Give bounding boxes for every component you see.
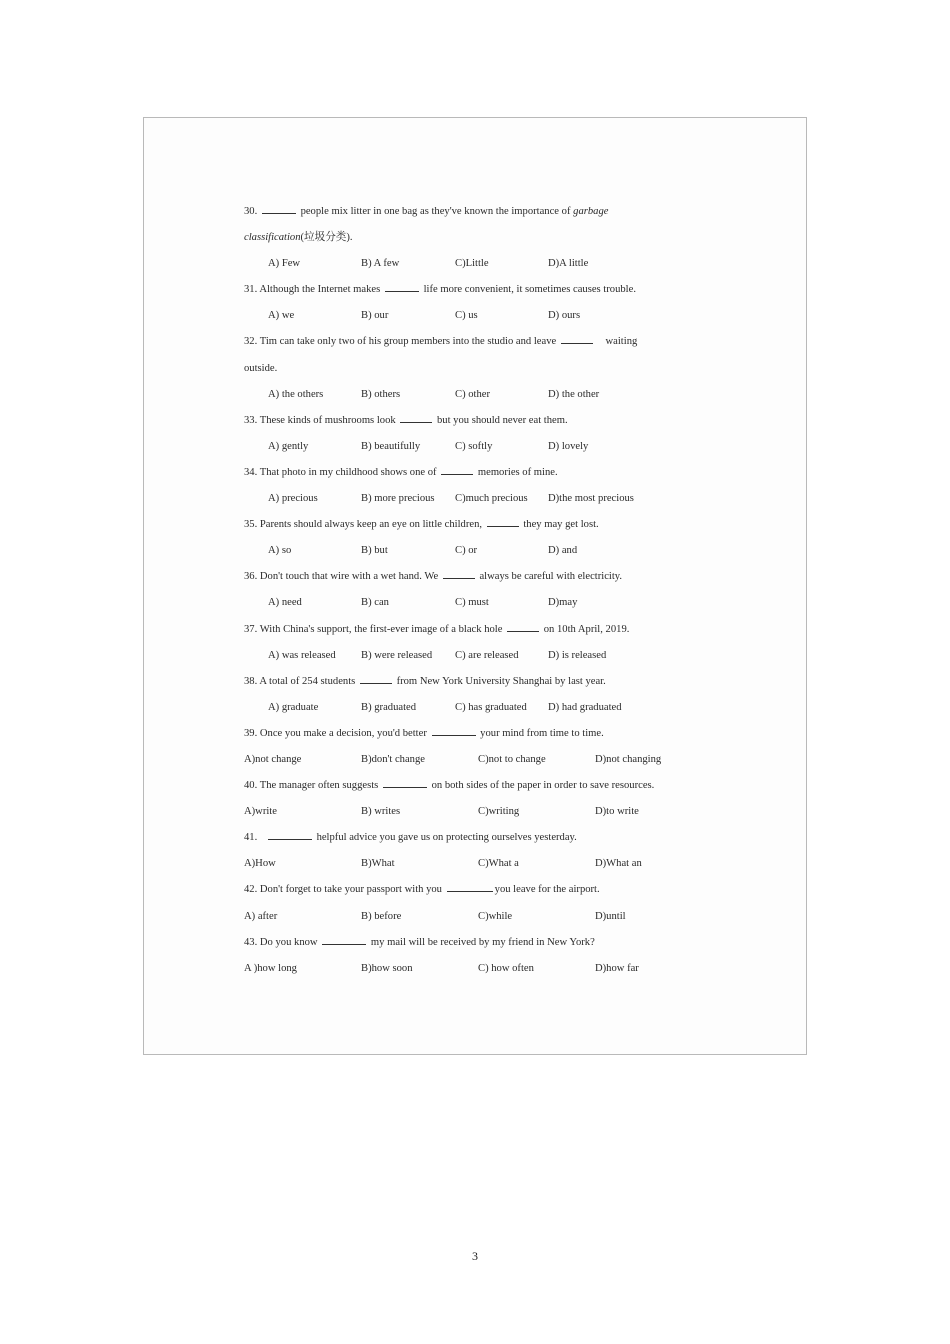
question-number: 35. bbox=[244, 519, 258, 531]
answer-blank bbox=[443, 566, 475, 579]
options-36 bbox=[244, 590, 714, 616]
answer-blank bbox=[400, 410, 432, 423]
question-text: These kinds of mushrooms look bbox=[259, 414, 396, 426]
option-b: B) our bbox=[361, 310, 389, 322]
options-38 bbox=[244, 695, 714, 721]
question-text: That photo in my childhood shows one of bbox=[259, 466, 437, 478]
options-31 bbox=[244, 303, 714, 329]
option-d: D)the most precious bbox=[548, 493, 634, 505]
options-40 bbox=[244, 799, 714, 825]
option-a: A )how long bbox=[244, 962, 297, 974]
question-36 bbox=[244, 564, 714, 590]
option-c: C) softly bbox=[455, 440, 493, 452]
question-text: always be careful with electricity. bbox=[479, 571, 623, 583]
option-d: D) is released bbox=[548, 649, 607, 661]
option-c: C) or bbox=[455, 545, 478, 557]
option-a: A) need bbox=[268, 597, 302, 609]
question-text: The manager often suggests bbox=[259, 780, 379, 792]
option-d: D)until bbox=[595, 910, 626, 922]
question-text: Don't touch that wire with a wet hand. We bbox=[259, 571, 439, 583]
option-a: A) gently bbox=[268, 440, 309, 452]
question-text: helpful advice you gave us on protecting ourselves yesterday. bbox=[316, 832, 577, 844]
option-a: A) precious bbox=[268, 493, 318, 505]
answer-blank bbox=[322, 932, 366, 945]
question-text: my mail will be received by my friend in New York? bbox=[370, 936, 595, 948]
answer-blank bbox=[360, 671, 392, 684]
question-41 bbox=[244, 825, 714, 851]
option-d: D)may bbox=[548, 597, 578, 609]
option-c: C)What a bbox=[478, 858, 519, 870]
question-text: on 10th April, 2019. bbox=[543, 623, 630, 635]
option-a: A)How bbox=[244, 858, 276, 870]
options-34 bbox=[244, 486, 714, 512]
option-c: C)writing bbox=[478, 806, 520, 818]
question-35 bbox=[244, 512, 714, 538]
question-text: Parents should always keep an eye on little children, bbox=[259, 519, 483, 531]
option-c: C) must bbox=[455, 597, 489, 609]
option-d: D)how far bbox=[595, 962, 639, 974]
question-text: your mind from time to time. bbox=[480, 727, 604, 739]
answer-blank bbox=[507, 619, 539, 632]
question-text: outside. bbox=[244, 362, 278, 374]
option-c: C) are released bbox=[455, 649, 519, 661]
option-b: B)how soon bbox=[361, 962, 413, 974]
question-38 bbox=[244, 669, 714, 695]
question-text: Tim can take only two of his group members into the studio and leave bbox=[259, 336, 557, 348]
option-b: B) writes bbox=[361, 806, 401, 818]
option-b: B)don't change bbox=[361, 753, 425, 765]
option-b: B) were released bbox=[361, 649, 433, 661]
question-text: Don't forget to take your passport with you bbox=[259, 884, 442, 896]
option-a: A) the others bbox=[268, 388, 324, 400]
question-text: A total of 254 students bbox=[259, 675, 356, 687]
option-b: B) but bbox=[361, 545, 388, 557]
answer-blank bbox=[487, 514, 519, 527]
option-b: B) can bbox=[361, 597, 389, 609]
answer-blank bbox=[268, 827, 312, 840]
answer-blank bbox=[432, 723, 476, 736]
option-b: B) before bbox=[361, 910, 402, 922]
question-number: 31. bbox=[244, 284, 258, 296]
option-d: D)to write bbox=[595, 806, 639, 818]
option-c: C) us bbox=[455, 310, 478, 322]
question-43 bbox=[244, 930, 714, 956]
option-b: B) A few bbox=[361, 258, 400, 270]
question-text: life more convenient, it sometimes causes trouble. bbox=[423, 284, 636, 296]
option-d: D) the other bbox=[548, 388, 600, 400]
options-35 bbox=[244, 538, 714, 564]
option-d: D) had graduated bbox=[548, 701, 622, 713]
options-41 bbox=[244, 851, 714, 877]
question-text: (垃圾分类). bbox=[300, 232, 353, 244]
answer-blank bbox=[441, 462, 473, 475]
options-39 bbox=[244, 747, 714, 773]
options-33 bbox=[244, 434, 714, 460]
option-c: C) other bbox=[455, 388, 491, 400]
option-b: B) beautifully bbox=[361, 440, 421, 452]
question-text: people mix litter in one bag as they've known the importance of bbox=[300, 206, 571, 217]
question-30-continuation bbox=[244, 225, 714, 251]
options-30 bbox=[244, 251, 714, 277]
question-number: 43. bbox=[244, 936, 258, 948]
question-number: 36. bbox=[244, 571, 258, 583]
question-number: 38. bbox=[244, 675, 258, 687]
question-text: waiting bbox=[605, 336, 638, 348]
question-text: they may get lost. bbox=[523, 519, 599, 531]
option-c: C) how often bbox=[478, 962, 534, 974]
question-31 bbox=[244, 277, 714, 303]
question-32 bbox=[244, 329, 714, 355]
question-text-italic: classification bbox=[244, 232, 301, 244]
question-39 bbox=[244, 721, 714, 747]
question-number: 37. bbox=[244, 623, 258, 635]
question-40 bbox=[244, 773, 714, 799]
question-number: 39. bbox=[244, 727, 258, 739]
question-text: from New York University Shanghai by last year. bbox=[396, 675, 606, 687]
question-number: 30. bbox=[244, 206, 258, 217]
question-number: 33. bbox=[244, 414, 258, 426]
option-d: D) ours bbox=[548, 310, 581, 322]
question-30 bbox=[244, 199, 714, 225]
option-c: C) has graduated bbox=[455, 701, 527, 713]
option-a: A) was released bbox=[268, 649, 336, 661]
option-a: A)write bbox=[244, 806, 277, 818]
answer-blank bbox=[383, 775, 427, 788]
options-42 bbox=[244, 904, 714, 930]
option-d: D) and bbox=[548, 545, 578, 557]
question-text-italic: garbage bbox=[573, 206, 609, 217]
question-34 bbox=[244, 460, 714, 486]
question-text: memories of mine. bbox=[477, 466, 558, 478]
options-43 bbox=[244, 956, 714, 982]
option-d: D)not changing bbox=[595, 753, 662, 765]
option-d: D)What an bbox=[595, 858, 642, 870]
option-a: A) Few bbox=[268, 258, 301, 270]
question-text: but you should never eat them. bbox=[436, 414, 568, 426]
question-number: 42. bbox=[244, 884, 258, 896]
option-b: B) more precious bbox=[361, 493, 435, 505]
page-number: 3 bbox=[472, 1249, 478, 1263]
answer-blank bbox=[262, 201, 296, 214]
question-number: 34. bbox=[244, 466, 258, 478]
option-c: C)while bbox=[478, 910, 513, 922]
option-c: C)much precious bbox=[455, 493, 528, 505]
question-number: 32. bbox=[244, 336, 258, 348]
question-33 bbox=[244, 408, 714, 434]
options-37 bbox=[244, 643, 714, 669]
option-b: B) graduated bbox=[361, 701, 417, 713]
answer-blank bbox=[447, 879, 493, 892]
option-a: A) we bbox=[268, 310, 295, 322]
question-number: 41. bbox=[244, 832, 258, 844]
option-b: B) others bbox=[361, 388, 401, 400]
question-text: Do you know bbox=[259, 936, 318, 948]
option-c: C)Little bbox=[455, 258, 489, 270]
option-b: B)What bbox=[361, 858, 395, 870]
question-text: on both sides of the paper in order to save resources. bbox=[431, 780, 655, 792]
question-42 bbox=[244, 877, 714, 903]
options-32 bbox=[244, 382, 714, 408]
question-number: 40. bbox=[244, 780, 258, 792]
option-a: A)not change bbox=[244, 753, 302, 765]
answer-blank bbox=[561, 331, 593, 344]
option-d: D)A little bbox=[548, 258, 589, 270]
question-37 bbox=[244, 617, 714, 643]
option-a: A) graduate bbox=[268, 701, 319, 713]
answer-blank bbox=[385, 279, 419, 292]
option-d: D) lovely bbox=[548, 440, 589, 452]
question-text: you leave for the airport. bbox=[494, 884, 600, 896]
option-a: A) after bbox=[244, 910, 278, 922]
question-32-continuation bbox=[244, 356, 714, 382]
question-list bbox=[244, 199, 714, 982]
question-text: With China's support, the first-ever image of a black hole bbox=[259, 623, 503, 635]
option-c: C)not to change bbox=[478, 753, 546, 765]
question-text: Once you make a decision, you'd better bbox=[259, 727, 427, 739]
option-a: A) so bbox=[268, 545, 292, 557]
question-text: Although the Internet makes bbox=[259, 284, 381, 296]
